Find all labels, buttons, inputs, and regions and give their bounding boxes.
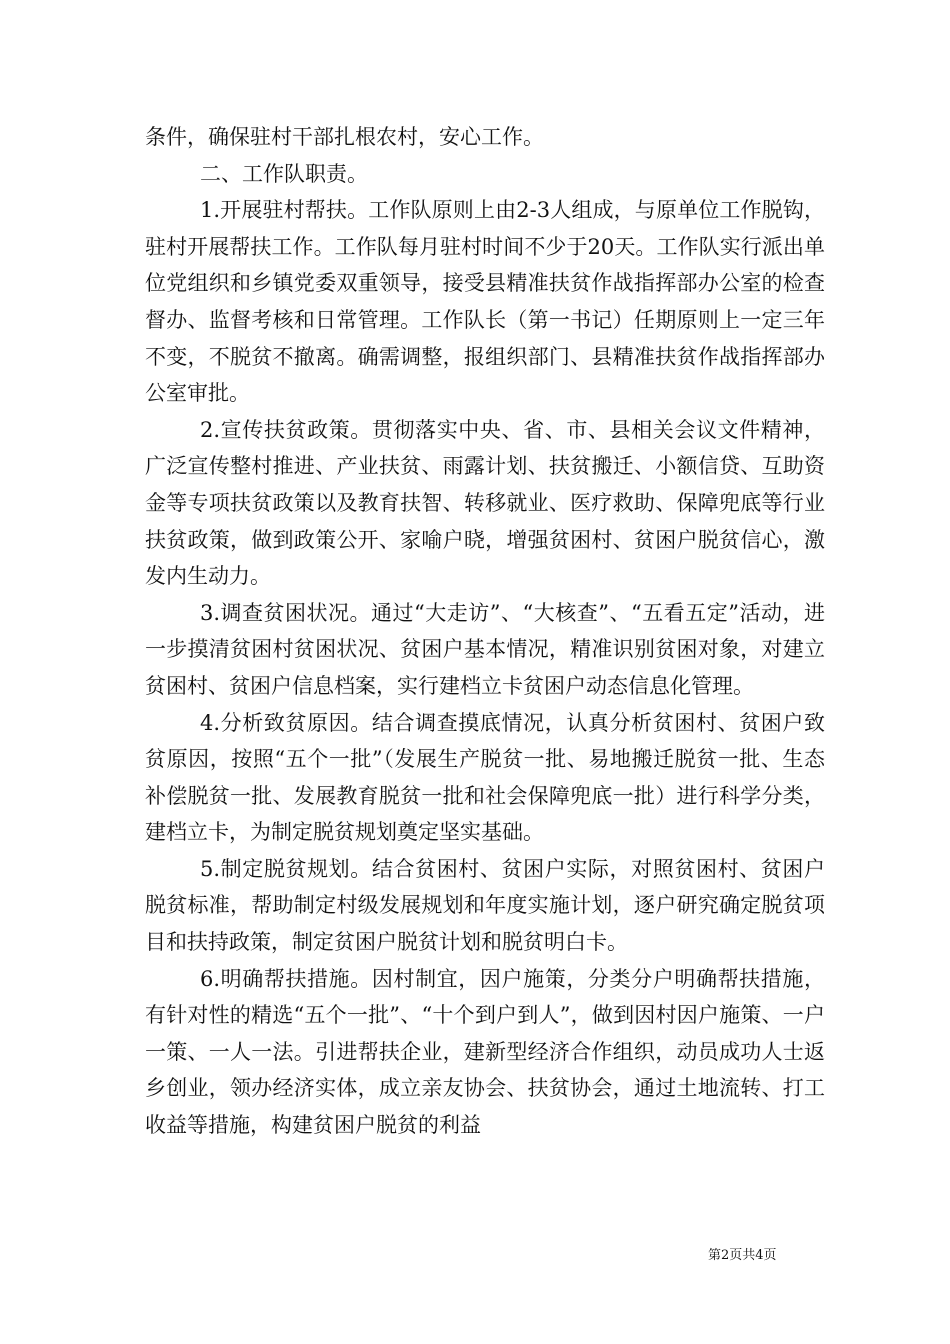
paragraph-item-3: 3.调查贫困状况。通过“大走访”、“大核查”、“五看五定”活动，进一步摸清贫困村贫困状况、贫困户基本情况，精准识别贫困对象，对建立贫困村、贫困户信息档案，实行建档立卡贫困户动态信息化管理。	[145, 600, 825, 698]
document-body	[145, 119, 825, 1144]
paragraph-continuation: 条件，确保驻村干部扎根农村，安心工作。	[145, 125, 544, 149]
page-footer	[708, 1248, 777, 1264]
paragraph-item-2: 2.宣传扶贫政策。贯彻落实中央、省、市、县相关会议文件精神，广泛宣传整村推进、产业扶贫、雨露计划、扶贫搬迁、小额信贷、互助资金等专项扶贫政策以及教育扶智、转移就业、医疗救助、保障兜底等行业扶贫政策，做到政策公开、家喻户晓，增强贫困村、贫困户脱贫信心，激发内生动力。	[145, 417, 825, 589]
section-heading: 二、工作队职责。	[200, 161, 368, 186]
page-number-label: 第2页共4页	[708, 1248, 777, 1263]
paragraph-item-6: 6.明确帮扶措施。因村制宜，因户施策，分类分户明确帮扶措施，有针对性的精选“五个一批”、“十个到户到人”，做到因村因户施策、一户一策、一人一法。引进帮扶企业，建新型经济合作组织，动员成功人士返乡创业，领办经济实体，成立亲友协会、扶贫协会，通过土地流转、打工收益等措施，构建贫困户脱贫的利益	[145, 966, 825, 1138]
paragraph-item-5: 5.制定脱贫规划。结合贫困村、贫困户实际，对照贫困村、贫困户脱贫标准，帮助制定村级发展规划和年度实施计划，逐户研究确定脱贫项目和扶持政策，制定贫困户脱贫计划和脱贫明白卡。	[145, 856, 825, 955]
paragraph-item-4: 4.分析致贫原因。结合调查摸底情况，认真分析贫困村、贫困户致贫原因，按照“五个一批”（发展生产脱贫一批、易地搬迁脱贫一批、生态补偿脱贫一批、发展教育脱贫一批和社会保障兜底一批）进行科学分类，建档立卡，为制定脱贫规划奠定坚实基础。	[145, 710, 825, 845]
paragraph-item-1: 1.开展驻村帮扶。工作队原则上由2-3人组成，与原单位工作脱钩，驻村开展帮扶工作。工作队每月驻村时间不少于20天。工作队实行派出单位党组织和乡镇党委双重领导，接受县精准扶贫作战指挥部办公室的检查督办、监督考核和日常管理。工作队长（第一书记）任期原则上一定三年不变，不脱贫不撤离。确需调整，报组织部门、县精准扶贫作战指挥部办公室审批。	[145, 198, 825, 406]
